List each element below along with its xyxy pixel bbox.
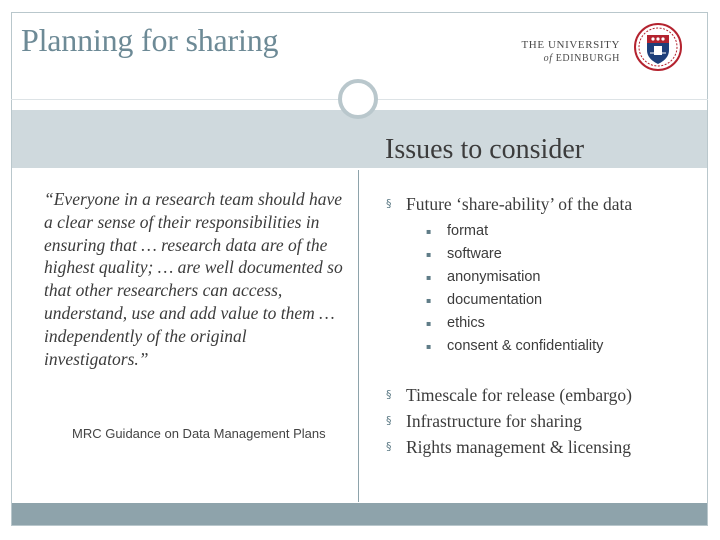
sub-issue-label: documentation bbox=[447, 292, 543, 308]
section-heading: Issues to consider bbox=[385, 134, 585, 165]
column-divider bbox=[358, 170, 359, 502]
sub-issue-item bbox=[406, 243, 708, 266]
sub-issue-label: consent & confidentiality bbox=[447, 338, 604, 354]
sub-bullet-marker: ▪ bbox=[426, 296, 432, 305]
issue-item bbox=[386, 434, 708, 460]
slide-title: Planning for sharing bbox=[21, 22, 279, 58]
bullet-marker: § bbox=[386, 440, 392, 453]
quote-text: “Everyone in a research team should have a clear sense of their responsibilities in ensuring that … research data are of the highest quality; … are well documented so that other researchers can access, understand, use and add value to them … independently of the original investigators.” bbox=[44, 189, 343, 369]
issue-item bbox=[386, 408, 708, 434]
logo-line-1: THE UNIVERSITY bbox=[521, 39, 620, 51]
sub-issue-item bbox=[406, 312, 708, 335]
sub-issue-label: anonymisation bbox=[447, 269, 541, 285]
footer-bar bbox=[12, 503, 707, 525]
logo-line-2-name: EDINBURGH bbox=[555, 53, 620, 64]
logo-line-2 bbox=[516, 53, 620, 64]
issue-label: Infrastructure for sharing bbox=[406, 411, 582, 431]
quote-attribution: MRC Guidance on Data Management Plans bbox=[72, 426, 326, 441]
sub-bullet-marker: ▪ bbox=[426, 342, 432, 351]
sub-issue-item bbox=[406, 266, 708, 289]
sub-issue-item bbox=[406, 335, 708, 358]
university-logo bbox=[516, 12, 686, 74]
bullet-marker: § bbox=[386, 388, 392, 401]
sub-bullet-marker: ▪ bbox=[426, 250, 432, 259]
issues-list bbox=[386, 192, 708, 460]
university-crest-icon bbox=[634, 21, 682, 73]
issue-label: Timescale for release (embargo) bbox=[406, 385, 632, 405]
bullet-marker: § bbox=[386, 414, 392, 427]
sub-issue-label: ethics bbox=[447, 315, 485, 331]
sub-issues-list bbox=[406, 220, 708, 358]
sub-issue-label: software bbox=[447, 246, 502, 262]
list-spacer bbox=[386, 358, 708, 382]
issue-label: Future ‘share-ability’ of the data bbox=[406, 194, 633, 214]
sub-bullet-marker: ▪ bbox=[426, 273, 432, 282]
sub-bullet-marker: ▪ bbox=[426, 319, 432, 328]
sub-issue-label: format bbox=[447, 223, 489, 239]
issue-label: Rights management & licensing bbox=[406, 437, 632, 457]
issue-item bbox=[386, 382, 708, 408]
issue-item bbox=[386, 192, 708, 358]
sub-issue-item bbox=[406, 289, 708, 312]
logo-line-2-prefix: of bbox=[543, 53, 553, 64]
sub-issue-item bbox=[406, 220, 708, 243]
bullet-marker: § bbox=[386, 197, 392, 210]
circle-marker-icon bbox=[338, 79, 378, 119]
sub-bullet-marker: ▪ bbox=[426, 227, 432, 236]
